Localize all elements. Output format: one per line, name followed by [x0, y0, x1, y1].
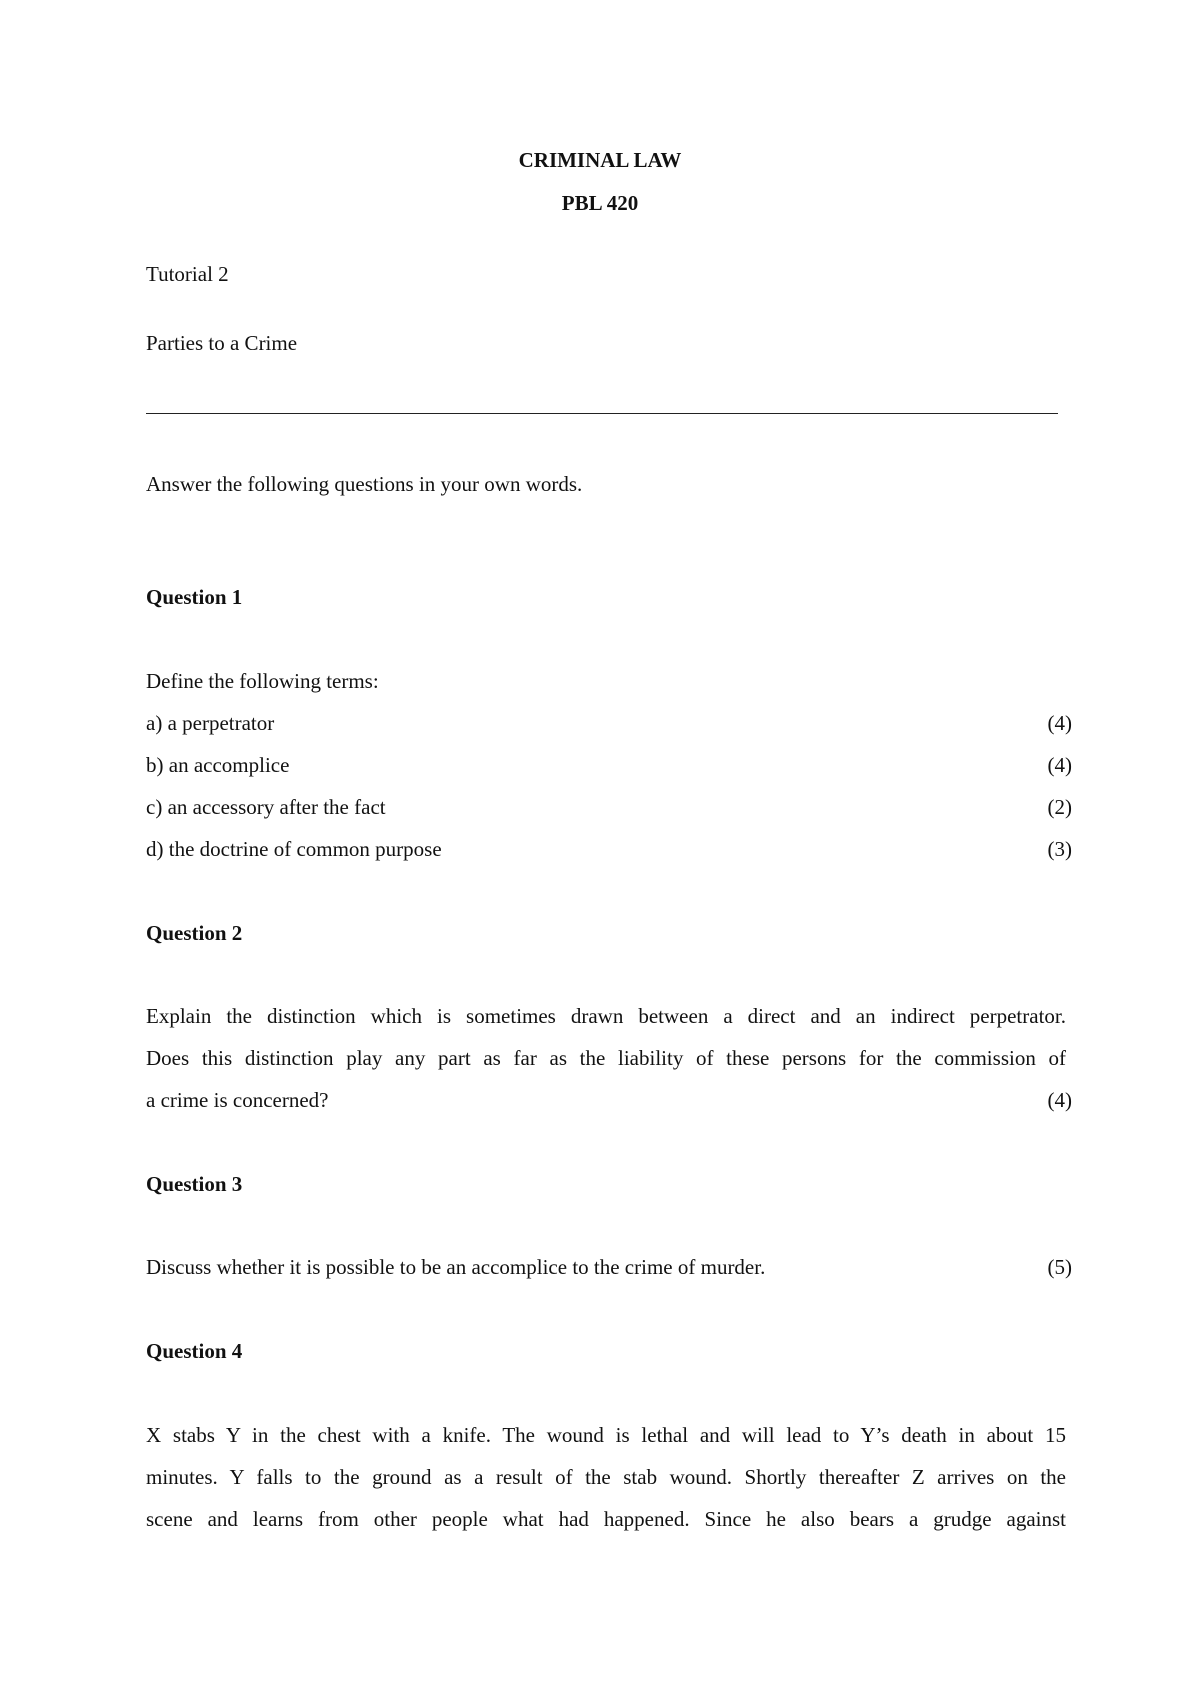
question-1-item-b-marks: (4): [1047, 753, 1072, 777]
question-3-marks: (5): [1047, 1255, 1072, 1279]
question-1-item-c: c) an accessory after the fact: [146, 795, 386, 819]
course-title: CRIMINAL LAW: [518, 148, 682, 172]
question-1-item-c-marks: (2): [1047, 795, 1072, 819]
question-1-item-d: d) the doctrine of common purpose: [146, 837, 442, 861]
tutorial-label: Tutorial 2: [146, 262, 229, 286]
question-2-line-2: Does this distinction play any part as far as the liability of these persons for the commission of: [146, 1046, 1066, 1070]
question-4-line-1: X stabs Y in the chest with a knife. The wound is lethal and will lead to Y’s death in about 15: [146, 1423, 1066, 1447]
horizontal-divider: [146, 413, 1058, 414]
question-1-heading: Question 1: [146, 585, 243, 609]
question-3-text: Discuss whether it is possible to be an accomplice to the crime of murder.: [146, 1255, 766, 1279]
question-1-item-d-marks: (3): [1047, 837, 1072, 861]
question-1-item-a-marks: (4): [1047, 711, 1072, 735]
question-1-item-b: b) an accomplice: [146, 753, 290, 777]
question-4-line-3: scene and learns from other people what had happened. Since he also bears a grudge against: [146, 1507, 1066, 1531]
question-2-heading: Question 2: [146, 921, 243, 945]
topic-label: Parties to a Crime: [146, 331, 298, 355]
question-4-line-2: minutes. Y falls to the ground as a result of the stab wound. Shortly thereafter Z arrives on the: [146, 1465, 1066, 1489]
question-2-line-3: a crime is concerned?: [146, 1088, 329, 1112]
question-4-heading: Question 4: [146, 1339, 243, 1363]
instruction-text: Answer the following questions in your own words.: [146, 472, 583, 496]
course-code: PBL 420: [561, 191, 639, 215]
question-1-intro: Define the following terms:: [146, 669, 379, 693]
question-2-marks: (4): [1047, 1088, 1072, 1112]
question-3-heading: Question 3: [146, 1172, 243, 1196]
question-1-item-a: a) a perpetrator: [146, 711, 275, 735]
question-2-line-1: Explain the distinction which is sometimes drawn between a direct and an indirect perpetrator.: [146, 1004, 1066, 1028]
